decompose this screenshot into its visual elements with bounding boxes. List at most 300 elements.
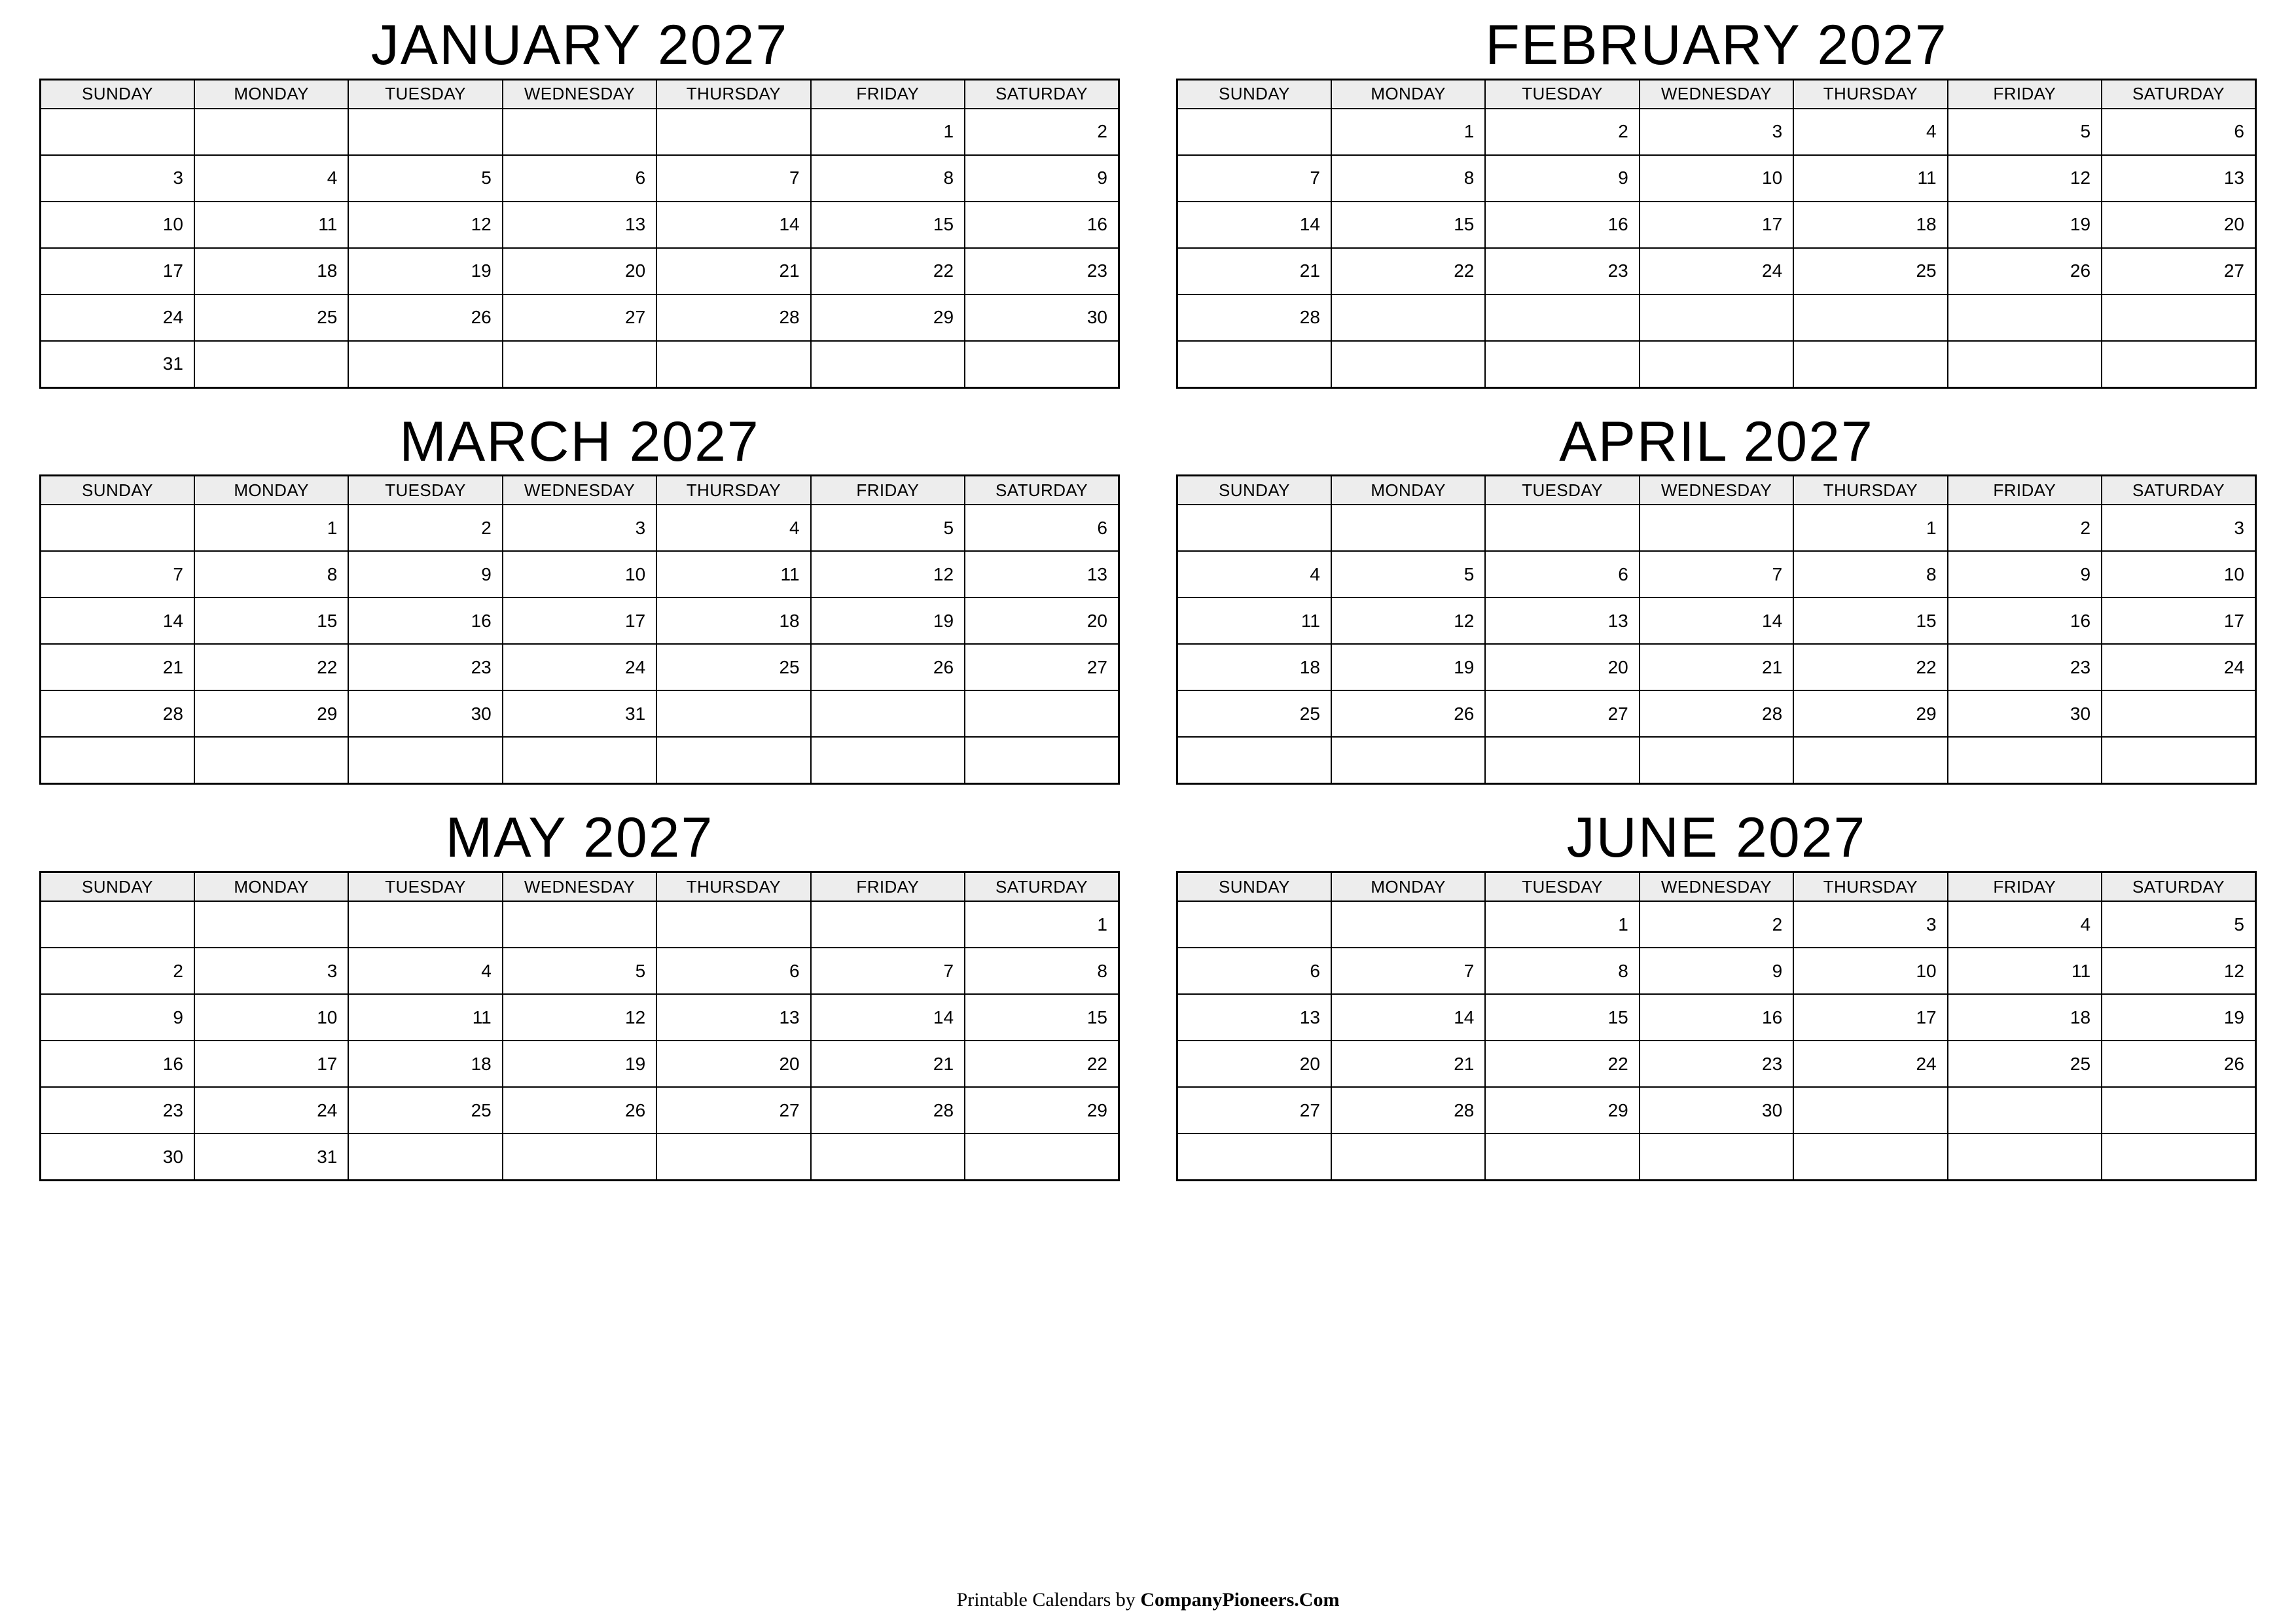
week-row	[1177, 737, 2256, 784]
day-cell[interactable]: 4	[656, 505, 810, 551]
day-cell[interactable]: 14	[811, 994, 965, 1041]
day-cell[interactable]: 5	[503, 948, 656, 994]
day-cell[interactable]: 2	[965, 109, 1119, 155]
day-cell[interactable]: 10	[194, 994, 348, 1041]
day-cell[interactable]	[2102, 737, 2255, 784]
day-cell[interactable]: 12	[348, 202, 502, 248]
day-cell[interactable]: 24	[194, 1087, 348, 1133]
day-cell[interactable]: 23	[1948, 644, 2102, 690]
day-cell[interactable]: 28	[656, 294, 810, 341]
day-cell[interactable]: 13	[503, 202, 656, 248]
weekday-header-monday: MONDAY	[1331, 872, 1485, 902]
day-cell[interactable]: 29	[194, 690, 348, 737]
day-cell[interactable]: 4	[348, 948, 502, 994]
day-cell[interactable]	[811, 737, 965, 784]
day-cell[interactable]: 21	[811, 1041, 965, 1087]
week-row	[1177, 1133, 2256, 1181]
day-cell[interactable]: 11	[348, 994, 502, 1041]
weekday-header-wednesday: WEDNESDAY	[503, 476, 656, 505]
day-cell[interactable]: 8	[811, 155, 965, 202]
day-cell[interactable]: 17	[1793, 994, 1947, 1041]
day-cell[interactable]: 2	[348, 505, 502, 551]
day-cell[interactable]: 19	[811, 597, 965, 644]
weekday-header-saturday: SATURDAY	[965, 79, 1119, 109]
day-cell[interactable]	[965, 737, 1119, 784]
day-cell[interactable]: 28	[1177, 294, 1331, 341]
footer-brand: CompanyPioneers.Com	[1140, 1589, 1340, 1611]
day-cell[interactable]: 22	[1331, 248, 1485, 294]
day-cell[interactable]: 23	[965, 248, 1119, 294]
day-cell[interactable]: 23	[1640, 1041, 1793, 1087]
day-cell[interactable]: 30	[1948, 690, 2102, 737]
day-cell[interactable]: 11	[656, 551, 810, 597]
day-cell[interactable]: 13	[2102, 155, 2255, 202]
day-cell[interactable]: 7	[1640, 551, 1793, 597]
day-cell[interactable]	[1948, 1087, 2102, 1133]
day-cell[interactable]	[503, 341, 656, 388]
weekday-header-row	[1177, 476, 2256, 505]
day-cell[interactable]: 25	[1177, 690, 1331, 737]
day-cell[interactable]: 11	[1793, 155, 1947, 202]
day-cell[interactable]: 21	[1331, 1041, 1485, 1087]
day-cell[interactable]: 8	[1485, 948, 1639, 994]
day-cell[interactable]	[656, 690, 810, 737]
day-cell[interactable]: 3	[2102, 505, 2255, 551]
day-cell[interactable]: 7	[1177, 155, 1331, 202]
day-cell[interactable]: 24	[1640, 248, 1793, 294]
day-cell[interactable]: 17	[2102, 597, 2255, 644]
day-cell[interactable]	[1485, 737, 1639, 784]
day-cell[interactable]	[348, 109, 502, 155]
day-cell[interactable]: 8	[1793, 551, 1947, 597]
day-cell[interactable]: 18	[1793, 202, 1947, 248]
day-cell[interactable]	[1331, 294, 1485, 341]
day-cell[interactable]	[503, 737, 656, 784]
weekday-header-wednesday: WEDNESDAY	[503, 79, 656, 109]
day-cell[interactable]: 14	[656, 202, 810, 248]
month-block-march	[39, 410, 1120, 785]
day-cell[interactable]	[2102, 690, 2255, 737]
day-cell[interactable]: 5	[811, 505, 965, 551]
weekday-header-thursday: THURSDAY	[1793, 872, 1947, 902]
day-cell[interactable]: 27	[965, 644, 1119, 690]
day-cell[interactable]: 22	[965, 1041, 1119, 1087]
day-cell[interactable]	[1485, 341, 1639, 388]
day-cell[interactable]	[1948, 1133, 2102, 1181]
day-cell[interactable]: 27	[503, 294, 656, 341]
day-cell[interactable]: 14	[1177, 202, 1331, 248]
day-cell[interactable]	[348, 1133, 502, 1181]
day-cell[interactable]	[1177, 109, 1331, 155]
day-cell[interactable]: 15	[1793, 597, 1947, 644]
day-cell[interactable]: 29	[811, 294, 965, 341]
day-cell[interactable]: 4	[194, 155, 348, 202]
day-cell[interactable]: 16	[41, 1041, 194, 1087]
day-cell[interactable]: 24	[503, 644, 656, 690]
weekday-header-sunday: SUNDAY	[1177, 872, 1331, 902]
weekday-header-saturday: SATURDAY	[2102, 872, 2255, 902]
day-cell[interactable]: 25	[1948, 1041, 2102, 1087]
day-cell[interactable]: 4	[1793, 109, 1947, 155]
day-cell[interactable]: 31	[41, 341, 194, 388]
day-cell[interactable]	[348, 901, 502, 948]
day-cell[interactable]: 19	[348, 248, 502, 294]
day-cell[interactable]: 20	[1485, 644, 1639, 690]
day-cell[interactable]	[1177, 737, 1331, 784]
day-cell[interactable]: 3	[41, 155, 194, 202]
day-cell[interactable]	[2102, 294, 2255, 341]
day-cell[interactable]: 10	[503, 551, 656, 597]
day-cell[interactable]	[656, 109, 810, 155]
day-cell[interactable]: 10	[2102, 551, 2255, 597]
day-cell[interactable]	[194, 109, 348, 155]
day-cell[interactable]: 3	[1793, 901, 1947, 948]
weekday-header-thursday: THURSDAY	[1793, 476, 1947, 505]
day-cell[interactable]	[41, 505, 194, 551]
day-cell[interactable]	[811, 341, 965, 388]
day-cell[interactable]	[811, 901, 965, 948]
day-cell[interactable]	[1793, 737, 1947, 784]
day-cell[interactable]: 7	[41, 551, 194, 597]
day-cell[interactable]: 17	[1640, 202, 1793, 248]
day-cell[interactable]: 1	[194, 505, 348, 551]
day-cell[interactable]: 15	[194, 597, 348, 644]
day-cell[interactable]: 24	[41, 294, 194, 341]
day-cell[interactable]: 19	[1331, 644, 1485, 690]
day-cell[interactable]: 26	[1948, 248, 2102, 294]
day-cell[interactable]	[965, 1133, 1119, 1181]
week-row	[41, 901, 1119, 948]
day-cell[interactable]: 8	[194, 551, 348, 597]
day-cell[interactable]	[1793, 1087, 1947, 1133]
day-cell[interactable]: 26	[1331, 690, 1485, 737]
day-cell[interactable]: 6	[1177, 948, 1331, 994]
day-cell[interactable]: 12	[1948, 155, 2102, 202]
day-cell[interactable]: 21	[1177, 248, 1331, 294]
day-cell[interactable]	[1331, 901, 1485, 948]
day-cell[interactable]	[41, 901, 194, 948]
day-cell[interactable]: 16	[1485, 202, 1639, 248]
day-cell[interactable]: 9	[965, 155, 1119, 202]
week-row	[41, 155, 1119, 202]
month-title: MAY 2027	[445, 806, 714, 870]
day-cell[interactable]: 15	[965, 994, 1119, 1041]
day-cell[interactable]: 19	[2102, 994, 2255, 1041]
weekday-header-tuesday: TUESDAY	[348, 872, 502, 902]
day-cell[interactable]: 9	[41, 994, 194, 1041]
day-cell[interactable]: 13	[1177, 994, 1331, 1041]
day-cell[interactable]	[1793, 294, 1947, 341]
day-cell[interactable]	[656, 901, 810, 948]
day-cell[interactable]: 7	[1331, 948, 1485, 994]
weekday-header-thursday: THURSDAY	[656, 476, 810, 505]
day-cell[interactable]: 5	[2102, 901, 2255, 948]
day-cell[interactable]: 28	[41, 690, 194, 737]
weekday-header-friday: FRIDAY	[1948, 476, 2102, 505]
day-cell[interactable]: 19	[1948, 202, 2102, 248]
day-cell[interactable]: 28	[1331, 1087, 1485, 1133]
day-cell[interactable]: 9	[348, 551, 502, 597]
day-cell[interactable]: 7	[656, 155, 810, 202]
day-cell[interactable]: 15	[1331, 202, 1485, 248]
day-cell[interactable]: 28	[811, 1087, 965, 1133]
day-cell[interactable]	[1331, 737, 1485, 784]
day-cell[interactable]: 31	[194, 1133, 348, 1181]
day-cell[interactable]: 29	[965, 1087, 1119, 1133]
weekday-header-monday: MONDAY	[194, 872, 348, 902]
week-row	[1177, 341, 2256, 388]
day-cell[interactable]: 27	[1177, 1087, 1331, 1133]
day-cell[interactable]: 2	[41, 948, 194, 994]
day-cell[interactable]: 4	[1948, 901, 2102, 948]
month-title: APRIL 2027	[1559, 410, 1874, 473]
day-cell[interactable]	[1948, 294, 2102, 341]
day-cell[interactable]	[1948, 737, 2102, 784]
weekday-header-row	[41, 79, 1119, 109]
week-row	[1177, 644, 2256, 690]
day-cell[interactable]: 20	[503, 248, 656, 294]
day-cell[interactable]: 29	[1793, 690, 1947, 737]
day-cell[interactable]: 17	[41, 248, 194, 294]
week-row	[41, 1133, 1119, 1181]
months-grid	[39, 14, 2257, 1181]
day-cell[interactable]: 15	[1485, 994, 1639, 1041]
day-cell[interactable]: 25	[348, 1087, 502, 1133]
day-cell[interactable]: 11	[1177, 597, 1331, 644]
day-cell[interactable]: 27	[656, 1087, 810, 1133]
day-cell[interactable]: 25	[656, 644, 810, 690]
day-cell[interactable]	[503, 109, 656, 155]
day-cell[interactable]: 16	[1948, 597, 2102, 644]
day-cell[interactable]: 5	[348, 155, 502, 202]
day-cell[interactable]: 21	[1640, 644, 1793, 690]
day-cell[interactable]	[1485, 505, 1639, 551]
day-cell[interactable]: 16	[348, 597, 502, 644]
weekday-header-row	[41, 872, 1119, 902]
day-cell[interactable]	[1177, 901, 1331, 948]
day-cell[interactable]	[1948, 341, 2102, 388]
day-cell[interactable]: 11	[194, 202, 348, 248]
day-cell[interactable]: 16	[965, 202, 1119, 248]
day-cell[interactable]	[194, 737, 348, 784]
day-cell[interactable]	[348, 737, 502, 784]
day-cell[interactable]: 22	[194, 644, 348, 690]
day-cell[interactable]	[1640, 505, 1793, 551]
day-cell[interactable]: 6	[1485, 551, 1639, 597]
day-cell[interactable]: 13	[656, 994, 810, 1041]
day-cell[interactable]	[656, 341, 810, 388]
day-cell[interactable]: 23	[1485, 248, 1639, 294]
day-cell[interactable]: 5	[1331, 551, 1485, 597]
day-cell[interactable]: 1	[1793, 505, 1947, 551]
day-cell[interactable]: 18	[1177, 644, 1331, 690]
day-cell[interactable]	[2102, 1087, 2255, 1133]
day-cell[interactable]: 24	[2102, 644, 2255, 690]
day-cell[interactable]: 18	[194, 248, 348, 294]
day-cell[interactable]: 20	[656, 1041, 810, 1087]
day-cell[interactable]	[1177, 505, 1331, 551]
day-cell[interactable]	[194, 341, 348, 388]
day-cell[interactable]: 6	[965, 505, 1119, 551]
day-cell[interactable]: 27	[1485, 690, 1639, 737]
day-cell[interactable]	[2102, 341, 2255, 388]
day-cell[interactable]	[656, 1133, 810, 1181]
day-cell[interactable]: 7	[811, 948, 965, 994]
day-cell[interactable]: 22	[811, 248, 965, 294]
day-cell[interactable]	[1793, 341, 1947, 388]
day-cell[interactable]: 9	[1948, 551, 2102, 597]
day-cell[interactable]	[1793, 1133, 1947, 1181]
week-row	[1177, 505, 2256, 551]
day-cell[interactable]: 14	[1640, 597, 1793, 644]
day-cell[interactable]	[194, 901, 348, 948]
day-cell[interactable]: 9	[1640, 948, 1793, 994]
weekday-header-saturday: SATURDAY	[965, 872, 1119, 902]
day-cell[interactable]: 29	[1485, 1087, 1639, 1133]
day-cell[interactable]	[41, 109, 194, 155]
day-cell[interactable]: 14	[1331, 994, 1485, 1041]
day-cell[interactable]: 6	[2102, 109, 2255, 155]
footer-credit	[0, 1589, 2296, 1611]
week-row	[41, 737, 1119, 784]
day-cell[interactable]	[1331, 341, 1485, 388]
day-cell[interactable]: 30	[348, 690, 502, 737]
day-cell[interactable]: 12	[2102, 948, 2255, 994]
day-cell[interactable]: 12	[811, 551, 965, 597]
weekday-header-monday: MONDAY	[194, 476, 348, 505]
day-cell[interactable]	[41, 737, 194, 784]
weekday-header-thursday: THURSDAY	[656, 79, 810, 109]
month-block-february	[1176, 14, 2257, 389]
day-cell[interactable]	[2102, 1133, 2255, 1181]
day-cell[interactable]: 23	[41, 1087, 194, 1133]
day-cell[interactable]: 30	[41, 1133, 194, 1181]
day-cell[interactable]: 2	[1948, 505, 2102, 551]
day-cell[interactable]: 18	[656, 597, 810, 644]
week-row	[41, 551, 1119, 597]
day-cell[interactable]	[1331, 505, 1485, 551]
day-cell[interactable]	[1331, 1133, 1485, 1181]
day-cell[interactable]: 10	[41, 202, 194, 248]
day-cell[interactable]: 20	[1177, 1041, 1331, 1087]
day-cell[interactable]	[1640, 341, 1793, 388]
weekday-header-saturday: SATURDAY	[2102, 476, 2255, 505]
day-cell[interactable]: 18	[1948, 994, 2102, 1041]
day-cell[interactable]: 21	[41, 644, 194, 690]
day-cell[interactable]	[1640, 737, 1793, 784]
day-cell[interactable]: 8	[1331, 155, 1485, 202]
day-cell[interactable]: 30	[965, 294, 1119, 341]
day-cell[interactable]: 1	[1331, 109, 1485, 155]
day-cell[interactable]	[1640, 1133, 1793, 1181]
day-cell[interactable]: 1	[965, 901, 1119, 948]
weekday-header-monday: MONDAY	[1331, 79, 1485, 109]
day-cell[interactable]: 13	[965, 551, 1119, 597]
day-cell[interactable]: 28	[1640, 690, 1793, 737]
day-cell[interactable]: 3	[194, 948, 348, 994]
day-cell[interactable]: 13	[1485, 597, 1639, 644]
day-cell[interactable]	[965, 341, 1119, 388]
day-cell[interactable]: 25	[1793, 248, 1947, 294]
day-cell[interactable]: 30	[1640, 1087, 1793, 1133]
day-cell[interactable]	[1485, 294, 1639, 341]
weekday-header-tuesday: TUESDAY	[348, 476, 502, 505]
calendar-table-march	[39, 474, 1120, 785]
day-cell[interactable]: 6	[503, 155, 656, 202]
day-cell[interactable]: 25	[194, 294, 348, 341]
day-cell[interactable]: 26	[348, 294, 502, 341]
day-cell[interactable]: 10	[1793, 948, 1947, 994]
day-cell[interactable]: 18	[348, 1041, 502, 1087]
day-cell[interactable]	[656, 737, 810, 784]
day-cell[interactable]	[348, 341, 502, 388]
day-cell[interactable]	[1177, 341, 1331, 388]
day-cell[interactable]: 27	[2102, 248, 2255, 294]
week-row	[41, 505, 1119, 551]
day-cell[interactable]: 10	[1640, 155, 1793, 202]
day-cell[interactable]: 31	[503, 690, 656, 737]
day-cell[interactable]: 20	[2102, 202, 2255, 248]
day-cell[interactable]: 17	[503, 597, 656, 644]
week-row	[1177, 1087, 2256, 1133]
week-row	[41, 294, 1119, 341]
day-cell[interactable]: 19	[503, 1041, 656, 1087]
day-cell[interactable]	[1640, 294, 1793, 341]
day-cell[interactable]: 1	[1485, 901, 1639, 948]
day-cell[interactable]: 12	[1331, 597, 1485, 644]
day-cell[interactable]: 3	[503, 505, 656, 551]
day-cell[interactable]: 26	[811, 644, 965, 690]
day-cell[interactable]: 9	[1485, 155, 1639, 202]
day-cell[interactable]	[965, 690, 1119, 737]
day-cell[interactable]: 26	[503, 1087, 656, 1133]
day-cell[interactable]: 4	[1177, 551, 1331, 597]
day-cell[interactable]: 6	[656, 948, 810, 994]
day-cell[interactable]: 15	[811, 202, 965, 248]
day-cell[interactable]: 3	[1640, 109, 1793, 155]
weekday-header-sunday: SUNDAY	[41, 872, 194, 902]
day-cell[interactable]: 8	[965, 948, 1119, 994]
day-cell[interactable]: 20	[965, 597, 1119, 644]
day-cell[interactable]: 1	[811, 109, 965, 155]
weekday-header-friday: FRIDAY	[811, 79, 965, 109]
day-cell[interactable]	[1177, 1133, 1331, 1181]
day-cell[interactable]: 22	[1485, 1041, 1639, 1087]
day-cell[interactable]: 5	[1948, 109, 2102, 155]
day-cell[interactable]: 17	[194, 1041, 348, 1087]
day-cell[interactable]	[503, 901, 656, 948]
day-cell[interactable]: 2	[1485, 109, 1639, 155]
week-row	[41, 690, 1119, 737]
day-cell[interactable]: 12	[503, 994, 656, 1041]
calendar-table-may	[39, 871, 1120, 1181]
day-cell[interactable]	[811, 1133, 965, 1181]
day-cell[interactable]: 11	[1948, 948, 2102, 994]
day-cell[interactable]: 22	[1793, 644, 1947, 690]
day-cell[interactable]: 26	[2102, 1041, 2255, 1087]
day-cell[interactable]: 14	[41, 597, 194, 644]
day-cell[interactable]: 24	[1793, 1041, 1947, 1087]
day-cell[interactable]: 16	[1640, 994, 1793, 1041]
day-cell[interactable]	[811, 690, 965, 737]
weekday-header-wednesday: WEDNESDAY	[1640, 476, 1793, 505]
day-cell[interactable]	[1485, 1133, 1639, 1181]
day-cell[interactable]: 23	[348, 644, 502, 690]
weekday-header-tuesday: TUESDAY	[348, 79, 502, 109]
day-cell[interactable]: 2	[1640, 901, 1793, 948]
day-cell[interactable]	[503, 1133, 656, 1181]
day-cell[interactable]: 21	[656, 248, 810, 294]
